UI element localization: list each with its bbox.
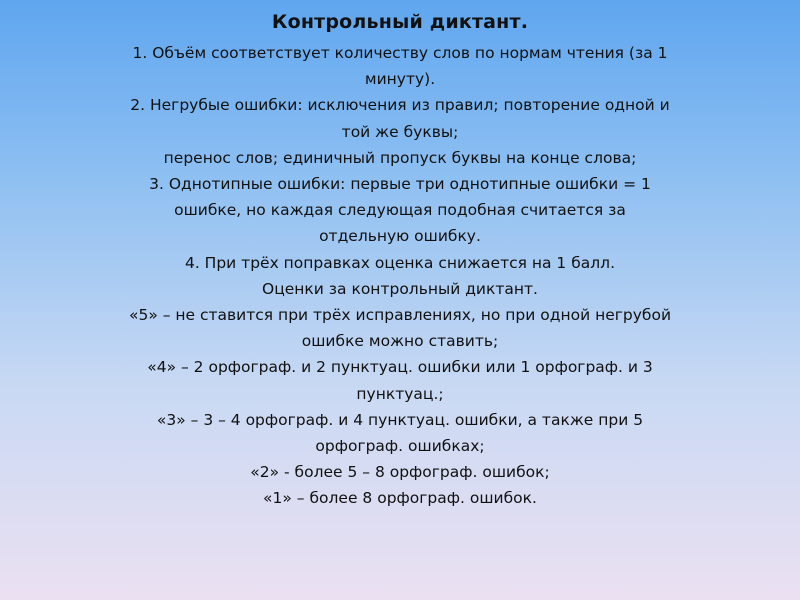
text-line: отдельную ошибку.: [319, 227, 481, 246]
text-line: орфограф. ошибках;: [315, 437, 485, 456]
text-line: пунктуац.;: [356, 384, 444, 403]
text-line: той же буквы;: [341, 122, 459, 141]
text-line: ошибке можно ставить;: [301, 332, 499, 351]
slide-content: [40, 8, 760, 588]
text-line: перенос слов; единичный пропуск буквы на конце слова;: [163, 148, 637, 167]
text-line: «2» - более 5 – 8 орфограф. ошибок;: [250, 463, 550, 482]
text-line: «5» – не ставится при трёх исправлениях, но при одной негрубой: [128, 306, 672, 325]
text-line: 1. Объём соответствует количеству слов по нормам чтения (за 1: [132, 44, 668, 62]
text-line: 3. Однотипные ошибки: первые три однотипные ошибки = 1: [149, 175, 651, 194]
text-line: «4» – 2 орфограф. и 2 пунктуац. ошибки или 1 орфограф. и 3: [147, 358, 653, 377]
text-line: «1» – более 8 орфограф. ошибок.: [263, 489, 537, 508]
text-line: ошибке, но каждая следующая подобная считается за: [174, 201, 626, 220]
text-line: минуту).: [364, 70, 436, 89]
text-line: Оценки за контрольный диктант.: [262, 279, 538, 298]
text-line: 2. Негрубые ошибки: исключения из правил; повторение одной и: [130, 96, 670, 115]
text-line: 4. При трёх поправках оценка снижается на 1 балл.: [184, 253, 616, 272]
slide-title: Контрольный диктант.: [271, 11, 529, 33]
text-line: «3» – 3 – 4 орфограф. и 4 пунктуац. ошибки, а также при 5: [156, 410, 644, 429]
